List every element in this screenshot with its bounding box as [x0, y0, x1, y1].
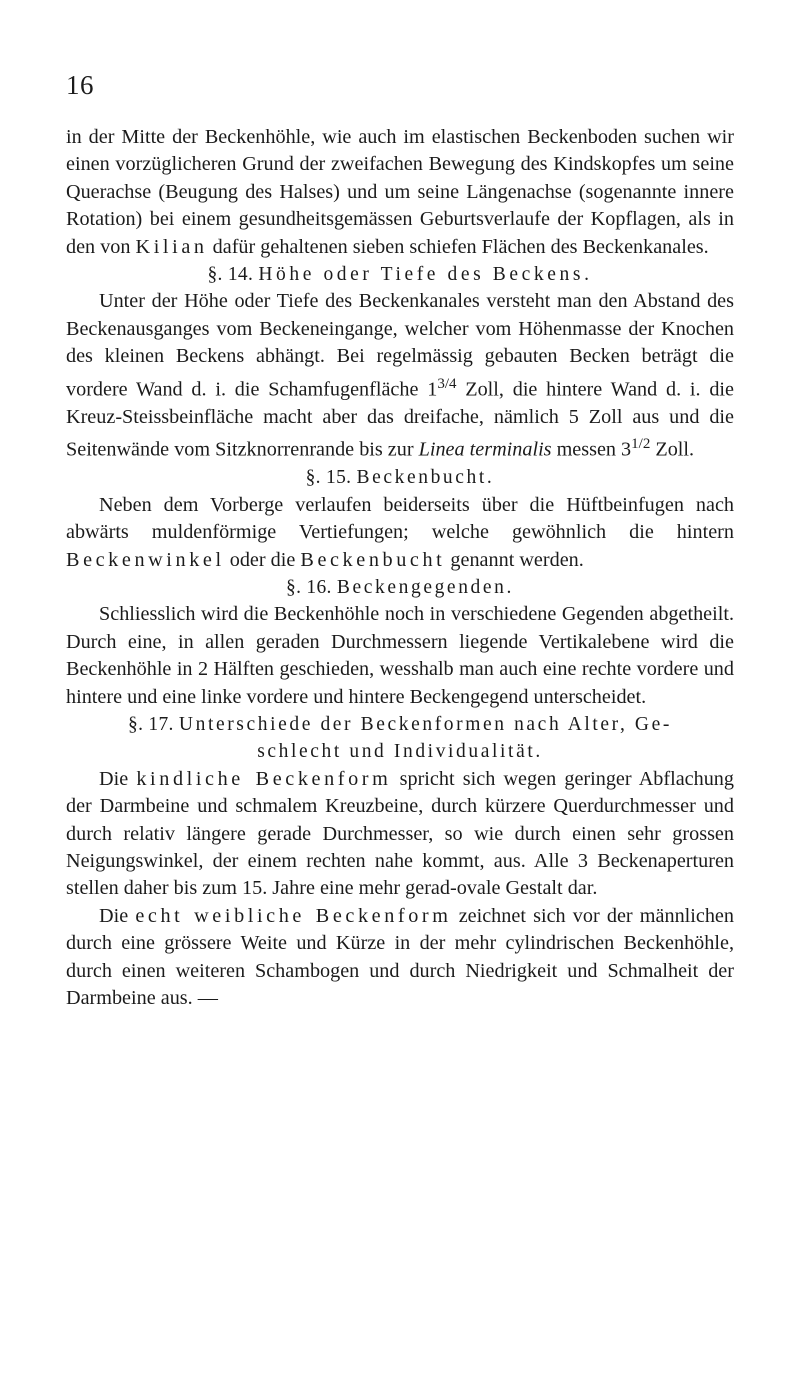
- section-number: §. 17.: [128, 714, 174, 735]
- section-number: §. 16.: [286, 576, 332, 598]
- paragraph-text: messen 3: [551, 438, 632, 461]
- section-title: Höhe oder Tiefe des Beckens.: [258, 264, 593, 286]
- paragraph-15: [66, 492, 734, 574]
- paragraph-17a: [66, 766, 734, 903]
- paragraph-text: Die: [99, 767, 137, 790]
- fraction: 3/4: [437, 375, 457, 392]
- paragraph-text: Zoll.: [650, 438, 695, 461]
- paragraph-17b: [66, 903, 734, 1013]
- section-heading-16: [66, 574, 734, 601]
- paragraph-text: spricht sich wegen geringer Abflachung der Darmbeine und schmalem Kreuzbeine, durch kürzere Querdurchmesser und durch relativ längere gerade Durchmesser, so wie durch einen sehr grossen Neigungswinkel, der einem rechten nahe kommt, aus. Alle 3 Beckenaperturen stellen daher bis zum 15. Jahre eine mehr gerad-ovale Gestalt dar.: [66, 767, 734, 900]
- section-heading-15: [66, 464, 734, 491]
- section-number: §. 15.: [305, 467, 352, 489]
- paragraph-text: Unter der Höhe oder Tiefe des Beckenkanales versteht man den Abstand des Beckenausganges vom Beckeneingange, welcher vom Höhenmasse der Knochen des kleinen Beckens abhängt. Bei regelmässig gebauten Becken beträgt die vordere Wand d. i. die Schamfugenfläche 1: [66, 290, 734, 401]
- paragraph-text: oder die: [224, 548, 301, 571]
- section-title: Beckengegenden.: [336, 576, 514, 598]
- section-heading-14: [66, 261, 734, 288]
- paragraph-text: Die: [99, 904, 136, 927]
- paragraph-text: dafür gehaltenen sieben schiefen Flächen des Beckenkanales.: [207, 235, 709, 258]
- author-name: Kilian: [135, 235, 208, 258]
- term-spaced: Beckenbucht: [300, 548, 446, 571]
- paragraph-text: Zoll, die hintere Wand d. i. die Kreuz-Steissbeinfläche macht aber das dreifache, nämlich 5 Zoll aus und die Seitenwände vom Sitzknorrenrande bis zur: [66, 378, 735, 461]
- section-title-line2: schlecht und Individualität.: [257, 741, 543, 763]
- paragraph-text: Neben dem Vorberge verlaufen beiderseits über die Hüftbeinfugen nach abwärts muldenförmige Vertiefungen; welche gewöhnlich die hintern: [66, 493, 734, 544]
- section-title: Beckenbucht.: [356, 467, 495, 489]
- term-spaced: Beckenwinkel: [66, 548, 225, 571]
- section-heading-17: [66, 711, 734, 766]
- page-number: 16: [66, 70, 94, 100]
- paragraph-14: [66, 288, 734, 464]
- paragraph-text: in der Mitte der Beckenhöhle, wie auch im elastischen Beckenboden suchen wir einen vorzüglicheren Grund der zweifachen Bewegung des Kindskopfes um seine Querachse (Beugung des Halses) und um seine Längenachse (sogenannte innere Rotation) bei einem gesundheitsgemässen Geburtsverlaufe der Kopflagen, als in den von: [66, 126, 734, 258]
- term-spaced: echt weibliche Beckenform: [135, 904, 452, 927]
- paragraph-16: Schliesslich wird die Beckenhöhle noch in verschiedene Gegenden abgetheilt. Durch eine, in allen geraden Durchmessern liegende Vertikalebene wird die Beckenhöhle in 2 Hälften geschieden, wesshalb man auch eine rechte vordere und hintere und eine linke vordere und hintere Beckengegend unterscheidet.: [66, 603, 734, 708]
- paragraph-intro: [66, 124, 734, 261]
- term-spaced: kindliche Beckenform: [136, 767, 392, 790]
- paragraph-text: zeichnet sich vor der männlichen durch eine grössere Weite und Kürze in der mehr cylindrischen Beckenhöhle, durch einen weiteren Schambogen und durch Niedrigkeit und Schmalheit der Darmbeine aus. —: [66, 904, 734, 1010]
- latin-term: Linea terminalis: [418, 438, 552, 461]
- section-title-line1: Unterschiede der Beckenformen nach Alter, Ge-: [178, 714, 672, 735]
- fraction: 1/2: [631, 436, 651, 453]
- section-number: §. 14.: [207, 264, 254, 286]
- paragraph-text: genannt werden.: [445, 548, 584, 571]
- page-body: [66, 124, 734, 1012]
